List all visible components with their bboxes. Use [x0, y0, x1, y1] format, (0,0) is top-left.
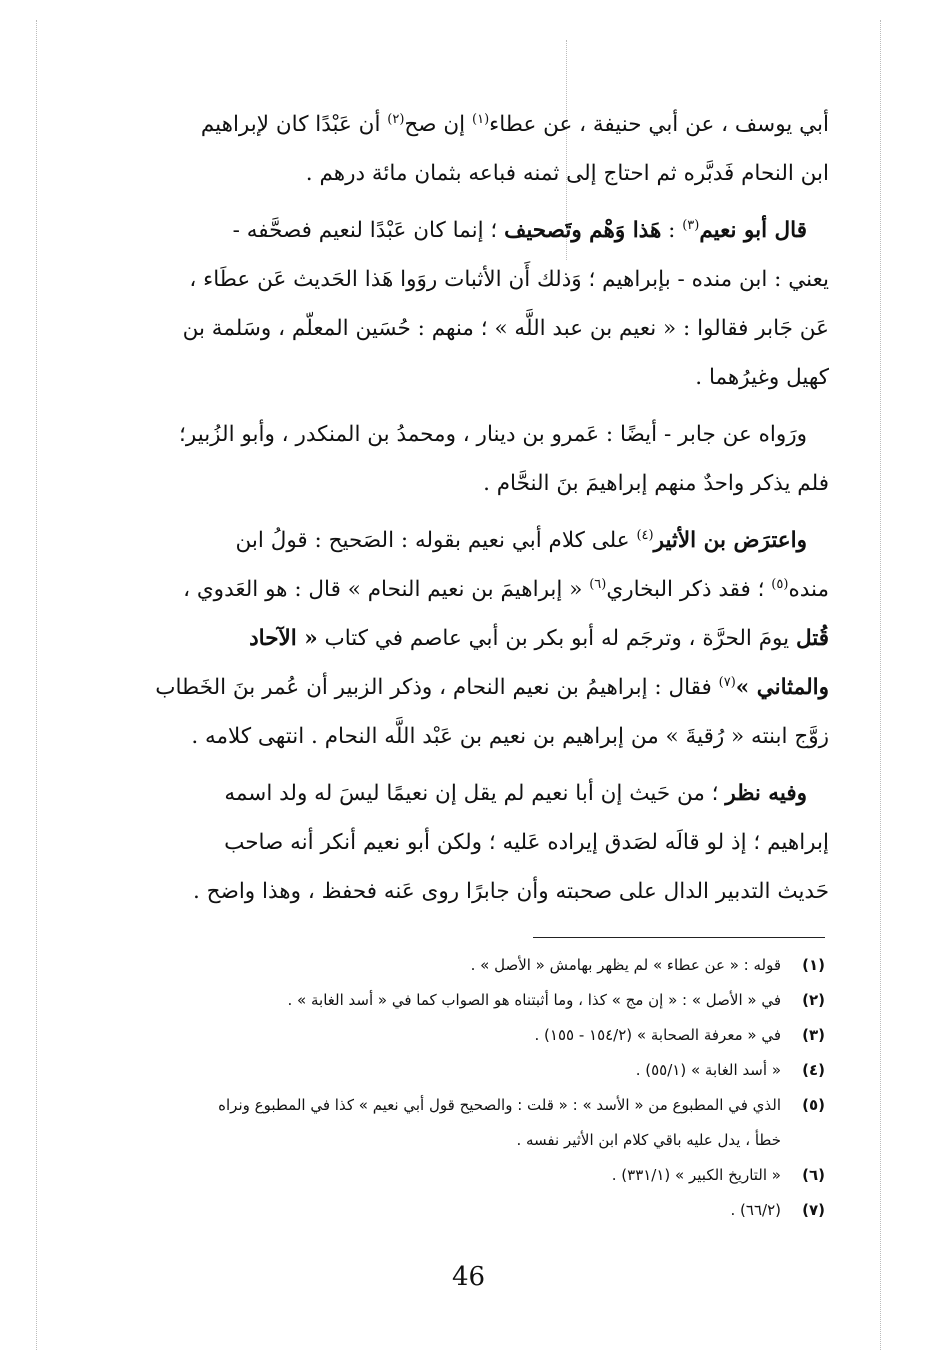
text-run: أن عَبْدًا كان لإبراهيم — [200, 112, 388, 137]
text-run: إبراهيم ؛ إذ لو قالَه لصَدق إيراده عَليه ؛ ولكن أبو نعيم أنكر أنه صاحب — [224, 830, 829, 855]
footnote-text — [78, 1193, 781, 1228]
footnote-line: في « الأصل » : « إن مج » كذا ، وما أثبتناه هو الصواب كما في « أسد الغابة » . — [287, 991, 781, 1009]
footnote — [78, 1053, 825, 1088]
footnote-text — [78, 948, 781, 983]
text-run: فقال : إبراهيمُ بن نعيم النحام ، وذكر الزبير أن عُمر بنَ الخَطاب — [155, 675, 719, 700]
text-run: ابن النحام فَدبَّره ثم احتاج إلى ثمنه فباعه بثمان مائة درهم . — [305, 161, 829, 186]
text-run: فلم يذكر واحدٌ منهم إبراهيمَ بنَ النحَّام . — [483, 471, 829, 496]
text-line — [80, 304, 829, 353]
margin-dots-left — [36, 20, 37, 1350]
text-run: كهيل وغيرُهما . — [695, 365, 829, 390]
footnote-number: (٧) — [802, 1201, 825, 1219]
footnote-ref: (٢) — [387, 111, 405, 127]
text-run: أبي يوسف ، عن أبي حنيفة ، عن عطاء — [489, 112, 829, 137]
footnotes — [78, 948, 825, 1228]
text-run: منده — [788, 577, 829, 602]
footnote-line: خطأ ، يدل عليه باقي كلام ابن الأثير نفسه . — [516, 1131, 781, 1149]
text-line — [80, 255, 829, 304]
footnote-text — [78, 1158, 781, 1193]
text-run: ورَواه عن جابر - أيضًا : عَمرو بن دينار ، ومحمدُ بن المنكدر ، وأبو الزُبير؛ — [179, 422, 807, 447]
bold-text: والمثاني » — [735, 675, 829, 700]
footnote — [78, 983, 825, 1018]
footnote-number: (٣) — [802, 1026, 825, 1044]
bold-text: هَذا وَهْم وتَصحيف — [504, 218, 662, 243]
text-line — [80, 663, 829, 712]
text-line — [80, 353, 829, 402]
text-line — [80, 867, 829, 916]
footnote-text — [78, 983, 781, 1018]
text-run: ؛ فقد ذكر البخاري — [606, 577, 772, 602]
text-line — [80, 100, 829, 149]
footnote-line: قوله : « عن عطاء » لم يظهر بهامش « الأصل » . — [470, 956, 781, 974]
text-line — [80, 818, 829, 867]
footnote — [78, 1088, 825, 1158]
footnote-line: في « معرفة الصحابة » (١٥٤/٢ - ١٥٥) . — [534, 1026, 781, 1044]
text-line — [80, 614, 829, 663]
footnote-line: « أسد الغابة » (٥٥/١) . — [635, 1061, 781, 1079]
footnote-separator — [533, 937, 825, 938]
bold-text: وفيه نظر — [725, 781, 807, 806]
bold-text: قال أبو نعيم — [699, 218, 807, 243]
text-run: يومَ الحرَّة ، وترجَم له أبو بكر بن أبي عاصم في كتاب — [317, 626, 796, 651]
footnote-line: « التاريخ الكبير » (٣٣١/١) . — [611, 1166, 781, 1184]
text-line — [80, 769, 829, 818]
main-text — [80, 100, 829, 924]
footnote-number: (١) — [802, 956, 825, 974]
text-run: « إبراهيمَ بن نعيم النحام » قال : هو العَدوي ، — [183, 577, 590, 602]
margin-dots-right — [880, 20, 881, 1350]
bold-text: قُتل — [795, 626, 829, 651]
footnote-ref: (٤) — [636, 527, 654, 543]
text-line — [80, 516, 829, 565]
footnote-ref: (٧) — [718, 674, 736, 690]
footnote-text — [78, 1053, 781, 1088]
footnote-text — [78, 1088, 781, 1158]
page-number: 46 — [451, 1262, 486, 1292]
text-run: على كلام أبي نعيم بقوله : الصَحيح : قولُ ابن — [235, 528, 637, 553]
text-run: حَديث التدبير الدال على صحبته وأن جابرًا روى عَنه فحفظ ، وهذا واضح . — [193, 879, 829, 904]
footnote — [78, 1158, 825, 1193]
text-line — [80, 459, 829, 508]
footnote-ref: (٥) — [771, 576, 789, 592]
bold-text: « الآحاد — [249, 626, 318, 651]
footnote-ref: (٣) — [682, 217, 700, 233]
paragraph — [80, 769, 829, 916]
footnote-ref: (٦) — [589, 576, 607, 592]
footnote — [78, 1018, 825, 1053]
paragraph — [80, 100, 829, 198]
footnote-number: (٥) — [802, 1096, 825, 1114]
text-line — [80, 149, 829, 198]
text-run: إن صح — [404, 112, 472, 137]
footnote-number: (٤) — [802, 1061, 825, 1079]
footnote-text — [78, 1018, 781, 1053]
bold-text: واعترَض بن الأثير — [653, 528, 807, 553]
footnote-line: (٦٦/٢) . — [730, 1201, 781, 1219]
footnote — [78, 1193, 825, 1228]
paragraph — [80, 206, 829, 402]
paragraph — [80, 516, 829, 761]
text-run: ؛ من حَيث إن أبا نعيم لم يقل إن نعيمًا ليسَ له ولد اسمه — [224, 781, 726, 806]
text-run: عَن جَابر فقالوا : « نعيم بن عبد اللَّه » ؛ منهم : حُسَين المعلّم ، وسَلمة بن — [182, 316, 829, 341]
text-run: : — [661, 218, 683, 243]
footnote-ref: (١) — [472, 111, 490, 127]
text-line — [80, 565, 829, 614]
paragraph — [80, 410, 829, 508]
text-line — [80, 712, 829, 761]
text-run: يعني : ابن منده - بإبراهيم ؛ وَذلك أَن الأثبات روَوا هَذا الحَديث عَن عطَاء ، — [189, 267, 829, 292]
text-line — [80, 410, 829, 459]
footnote-number: (٢) — [802, 991, 825, 1009]
text-run: زوَّج ابنته « رُقيةَ » من إبراهيم بن نعيم بن عَبْد اللَّه النحام . انتهى كلامه . — [191, 724, 829, 749]
footnote-number: (٦) — [802, 1166, 825, 1184]
text-run: ؛ إنما كان عَبْدًا لنعيم فصحَّفه - — [232, 218, 505, 243]
footnote — [78, 948, 825, 983]
footnote-line: الذي في المطبوع من « الأسد » : « قلت : والصحيح قول أبي نعيم » كذا في المطبوع ونراه — [218, 1096, 781, 1114]
text-line — [80, 206, 829, 255]
